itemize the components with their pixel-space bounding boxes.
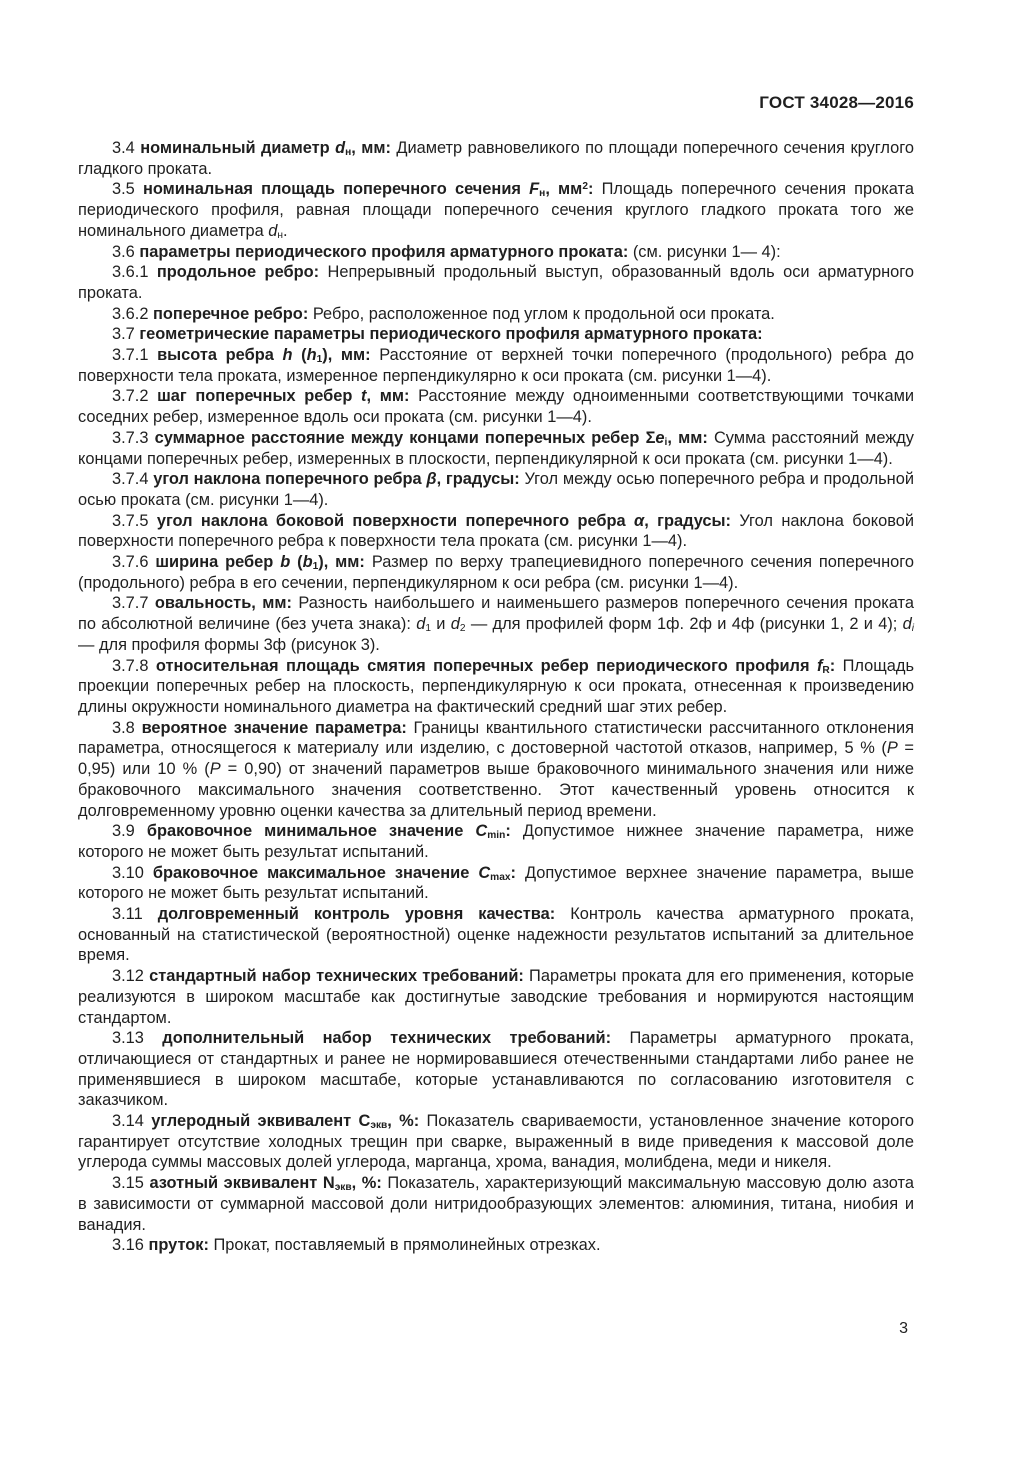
- term-text-segment: (: [292, 346, 307, 365]
- term-text-segment: α: [634, 511, 645, 530]
- term-paragraph-3.5: [78, 179, 914, 241]
- term-text-segment: браковочное максимальное значение: [152, 863, 479, 882]
- term-text-segment: h: [282, 346, 293, 365]
- term-text-segment: угол наклона боковой поверхности поперечного ребра: [156, 511, 635, 530]
- term-text-segment: относительная площадь смятия поперечных ребер периодического профиля: [155, 656, 817, 675]
- term-text-segment: (см. рисунки 1— 4):: [628, 242, 781, 261]
- term-text-segment: Расстояние между одноименными соответствующими точками соседних ребер, измеренное вдоль оси проката (см. рисунки 1—4).: [78, 387, 914, 427]
- term-text-segment: углеродный эквивалент С: [151, 1112, 371, 1131]
- term-text-segment: 3.16: [112, 1236, 149, 1255]
- term-text-segment: :: [587, 180, 594, 199]
- term-text-segment: t: [361, 387, 367, 406]
- term-text-segment: 3.7.5: [112, 511, 157, 530]
- term-text-segment: 3.13: [112, 1029, 163, 1048]
- term-text-segment: высота ребра: [157, 346, 283, 365]
- term-text-segment: браковочное минимальное значение: [146, 822, 476, 841]
- term-text-segment: e: [655, 428, 665, 447]
- term-text-segment: 3.7.3: [112, 428, 155, 447]
- term-text-segment: овальность, мм:: [154, 594, 292, 613]
- term-text-segment: Допустимое верхнее значение параметра, выше которого не может быть результат испытаний.: [78, 863, 914, 903]
- term-text-segment: Площадь проекции поперечных ребер на плоскость, перпендикулярную к оси проката, отнесенная к произведению длины окружности номинального диаметра на фактический средний шаг этих ребер.: [78, 656, 914, 716]
- term-text-segment: (: [290, 553, 303, 572]
- term-paragraph-3.8: [78, 718, 914, 822]
- term-text-segment: Разность наибольшего и наименьшего размеров поперечного сечения проката по абсолютной величине (без учета знака):: [78, 594, 914, 634]
- term-text-segment: Расстояние от верхней точки поперечного (продольного) ребра до поверхности тела проката, измеренное перпендикулярно к оси проката (см. рисунки 1—4).: [78, 346, 914, 385]
- term-text-segment: Сумма расстояний между концами поперечных ребер, измеренных в плоскости, перпендикулярной к оси проката (см. рисунки 1—4).: [78, 428, 914, 468]
- term-text-segment: и: [431, 615, 451, 634]
- term-text-segment: параметры периодического профиля арматурного проката:: [139, 242, 629, 261]
- term-text-segment: d: [416, 615, 426, 634]
- term-text-segment: поперечное ребро:: [153, 304, 309, 323]
- term-text-segment: , мм:: [366, 387, 410, 406]
- term-paragraph-3.7.6: [78, 552, 914, 593]
- term-paragraph-3.7.8: [78, 656, 914, 718]
- term-text-segment: , мм: [545, 180, 583, 199]
- term-text-segment: долговременный контроль уровня качества:: [157, 905, 556, 924]
- term-paragraph-3.10: [78, 863, 914, 904]
- term-text-segment: Угол между осью поперечного ребра и продольной осью проката (см. рисунки 1—4).: [78, 470, 915, 509]
- term-text-segment: — для профиля формы 3ф (рисунок 3).: [78, 635, 380, 654]
- term-text-segment: 1: [425, 623, 431, 635]
- term-text-segment: 3.9: [112, 822, 147, 841]
- term-paragraph-3.7.3: [78, 428, 914, 469]
- term-text-segment: P: [886, 739, 898, 758]
- term-text-segment: азотный эквивалент N: [149, 1174, 335, 1193]
- term-text-segment: f: [816, 656, 823, 675]
- term-text-segment: , %:: [387, 1112, 420, 1131]
- term-text-segment: 3.10: [112, 863, 153, 882]
- term-text-segment: , %:: [351, 1174, 382, 1193]
- term-paragraph-3.6: [78, 242, 914, 263]
- term-paragraph-3.6.2: [78, 304, 914, 325]
- page-number: 3: [899, 1320, 908, 1337]
- term-text-segment: номинальный диаметр: [140, 139, 336, 157]
- term-text-segment: h: [306, 346, 317, 365]
- term-text-segment: b: [280, 553, 291, 572]
- term-text-segment: Σ: [645, 428, 656, 447]
- term-text-segment: дополнительный набор технических требований:: [162, 1029, 612, 1048]
- term-text-segment: шаг поперечных ребер: [157, 387, 362, 406]
- term-text-segment: = 0,90) от значений параметров выше браковочного минимального значения или ниже браковочного максимального значения соответственно. Этот качественный уровень относится к долговременному уровню оценки качества за длительный период времени.: [78, 760, 914, 820]
- term-paragraph-3.7: [78, 324, 914, 345]
- term-text-segment: стандартный набор технических требований:: [149, 967, 524, 986]
- term-text-segment: d: [450, 615, 460, 634]
- term-text-segment: d: [335, 139, 346, 157]
- term-text-segment: Показатель свариваемости, установленное значение которого гарантирует отсутствие холодных трещин при сварке, выраженный в виде приведения к массовой доле углерода суммы массовых долей углерода, марганца, хрома, ванадия, молибдена, меди и никеля.: [78, 1112, 914, 1172]
- term-text-segment: н: [539, 188, 546, 200]
- term-text-segment: F: [529, 180, 540, 199]
- term-paragraph-3.13: [78, 1028, 914, 1111]
- term-paragraph-3.4: [78, 138, 914, 179]
- term-text-segment: , мм:: [351, 139, 391, 157]
- term-text-segment: R: [822, 664, 830, 676]
- term-text-segment: 3.5: [112, 180, 143, 199]
- term-paragraph-3.16: [78, 1235, 914, 1256]
- term-text-segment: 3.12: [112, 967, 150, 986]
- term-text-segment: экв: [370, 1120, 388, 1132]
- term-text-segment: 2: [459, 623, 466, 635]
- term-paragraph-3.14: [78, 1111, 914, 1173]
- term-text-segment: 3.7.2: [112, 387, 158, 406]
- term-text-segment: 3.7: [112, 325, 140, 344]
- term-text-segment: 1: [316, 354, 323, 366]
- term-text-segment: Диаметр равновеликого по площади поперечного сечения круглого гладкого проката.: [78, 139, 914, 178]
- term-text-segment: продольное ребро:: [156, 263, 320, 282]
- term-text-segment: :: [829, 656, 836, 675]
- term-text-segment: Параметры проката для его применения, которые реализуются в широком масштабе как достигнутые заводские требования и нормируются настоящим стандартом.: [78, 967, 914, 1027]
- term-text-segment: min: [487, 830, 506, 842]
- term-paragraph-3.7.5: [78, 511, 914, 552]
- term-text-segment: экв: [334, 1182, 352, 1194]
- term-text-segment: :: [505, 822, 511, 841]
- term-paragraph-3.12: [78, 966, 914, 1028]
- term-text-segment: .: [283, 221, 288, 240]
- term-text-segment: 3.6.2: [112, 304, 154, 323]
- term-text-segment: d: [902, 615, 912, 634]
- term-text-segment: 2: [582, 181, 588, 193]
- term-text-segment: Показатель, характеризующий максимальную массовую долю азота в зависимости от суммарной массовой доли нитридообразующих элементов: алюминия, титана, ниобия и ванадия.: [78, 1174, 914, 1234]
- term-text-segment: Площадь поперечного сечения проката периодического профиля, равная площади поперечного сечения круглого гладкого проката того же номинального диаметра: [78, 180, 914, 240]
- term-text-segment: 3.7.6: [112, 553, 156, 572]
- term-text-segment: н: [277, 230, 284, 242]
- term-text-segment: i: [911, 623, 915, 635]
- term-paragraph-3.7.4: [78, 469, 914, 510]
- term-text-segment: 3.7.1: [112, 346, 158, 365]
- document-code-header: ГОСТ 34028—2016: [759, 93, 914, 112]
- term-text-segment: геометрические параметры периодического профиля арматурного проката:: [139, 325, 763, 344]
- term-text-segment: номинальная площадь поперечного сечения: [142, 180, 530, 199]
- terms-definitions-body: [78, 138, 914, 1256]
- term-text-segment: Угол наклона боковой поверхности поперечного ребра к поверхности тела проката (см. рисунки 1—4).: [78, 511, 915, 551]
- term-text-segment: 3.11: [112, 905, 158, 924]
- term-text-segment: ), мм:: [322, 346, 371, 365]
- term-text-segment: d: [268, 221, 278, 240]
- term-text-segment: суммарное расстояние между концами поперечных ребер: [154, 428, 646, 447]
- term-text-segment: , градусы:: [644, 511, 731, 530]
- term-text-segment: P: [209, 760, 221, 779]
- term-text-segment: i: [664, 437, 668, 449]
- term-text-segment: пруток:: [148, 1236, 209, 1255]
- term-text-segment: 3.6: [112, 242, 140, 261]
- term-text-segment: 3.8: [112, 718, 142, 737]
- term-text-segment: 3.4: [112, 139, 141, 157]
- term-paragraph-3.11: [78, 904, 914, 966]
- term-text-segment: Ребро, расположенное под углом к продольной оси проката.: [308, 304, 775, 323]
- term-text-segment: β: [426, 470, 437, 489]
- term-text-segment: вероятное значение параметра:: [141, 718, 407, 737]
- term-text-segment: 1: [312, 561, 319, 573]
- term-text-segment: 3.7.4: [112, 470, 154, 489]
- term-text-segment: н: [345, 147, 352, 159]
- term-text-segment: b: [302, 553, 313, 572]
- term-text-segment: Допустимое нижнее значение параметра, ниже которого не может быть результат испытаний.: [78, 822, 915, 861]
- term-text-segment: Размер по верху трапециевидного поперечного сечения поперечного (продольного) ребра в его сечении, перпендикулярном к оси ребра (см. рисунки 1—4).: [78, 553, 915, 592]
- term-text-segment: ), мм:: [318, 553, 365, 572]
- term-text-segment: max: [490, 871, 511, 883]
- term-text-segment: 3.7.7: [112, 594, 155, 613]
- term-text-segment: , градусы:: [436, 470, 520, 489]
- term-text-segment: Прокат, поставляемый в прямолинейных отрезках.: [208, 1236, 601, 1255]
- term-text-segment: 3.15: [112, 1174, 150, 1193]
- term-text-segment: Параметры арматурного проката, отличающиеся от стандартных и ранее не нормировавшиеся отечественными стандартами либо ранее не применявшиеся в широком масштабе, которые устанавливаются по согласованию изготовителя с заказчиком.: [78, 1029, 914, 1110]
- term-paragraph-3.6.1: [78, 262, 914, 303]
- term-text-segment: Контроль качества арматурного проката, основанный на статистической (вероятностной) оценке надежности результатов испытаний за длительное время.: [78, 905, 915, 965]
- term-text-segment: 3.6.1: [112, 263, 157, 282]
- term-text-segment: — для профилей форм 1ф. 2ф и 4ф (рисунки 1, 2 и 4);: [465, 615, 903, 634]
- term-paragraph-3.7.2: [78, 386, 914, 427]
- term-paragraph-3.9: [78, 821, 914, 862]
- term-text-segment: 3.7.8: [112, 656, 156, 675]
- term-paragraph-3.7.7: [78, 593, 914, 655]
- term-text-segment: C: [475, 822, 488, 841]
- term-text-segment: 3.14: [112, 1112, 152, 1131]
- term-text-segment: = 0,95) или 10 % (: [78, 739, 914, 779]
- term-text-segment: C: [478, 863, 491, 882]
- term-text-segment: Границы квантильного статистически рассчитанного отклонения параметра, относящегося к материалу или изделию, с достоверной частотой отказов, например, 5 % (: [78, 718, 914, 758]
- term-text-segment: Непрерывный продольный выступ, образованный вдоль оси арматурного проката.: [78, 263, 914, 302]
- term-text-segment: , мм:: [667, 428, 708, 447]
- term-paragraph-3.7.1: [78, 345, 914, 386]
- term-text-segment: :: [510, 863, 516, 882]
- term-text-segment: ширина ребер: [155, 553, 281, 572]
- term-text-segment: угол наклона поперечного ребра: [153, 470, 427, 489]
- term-paragraph-3.15: [78, 1173, 914, 1235]
